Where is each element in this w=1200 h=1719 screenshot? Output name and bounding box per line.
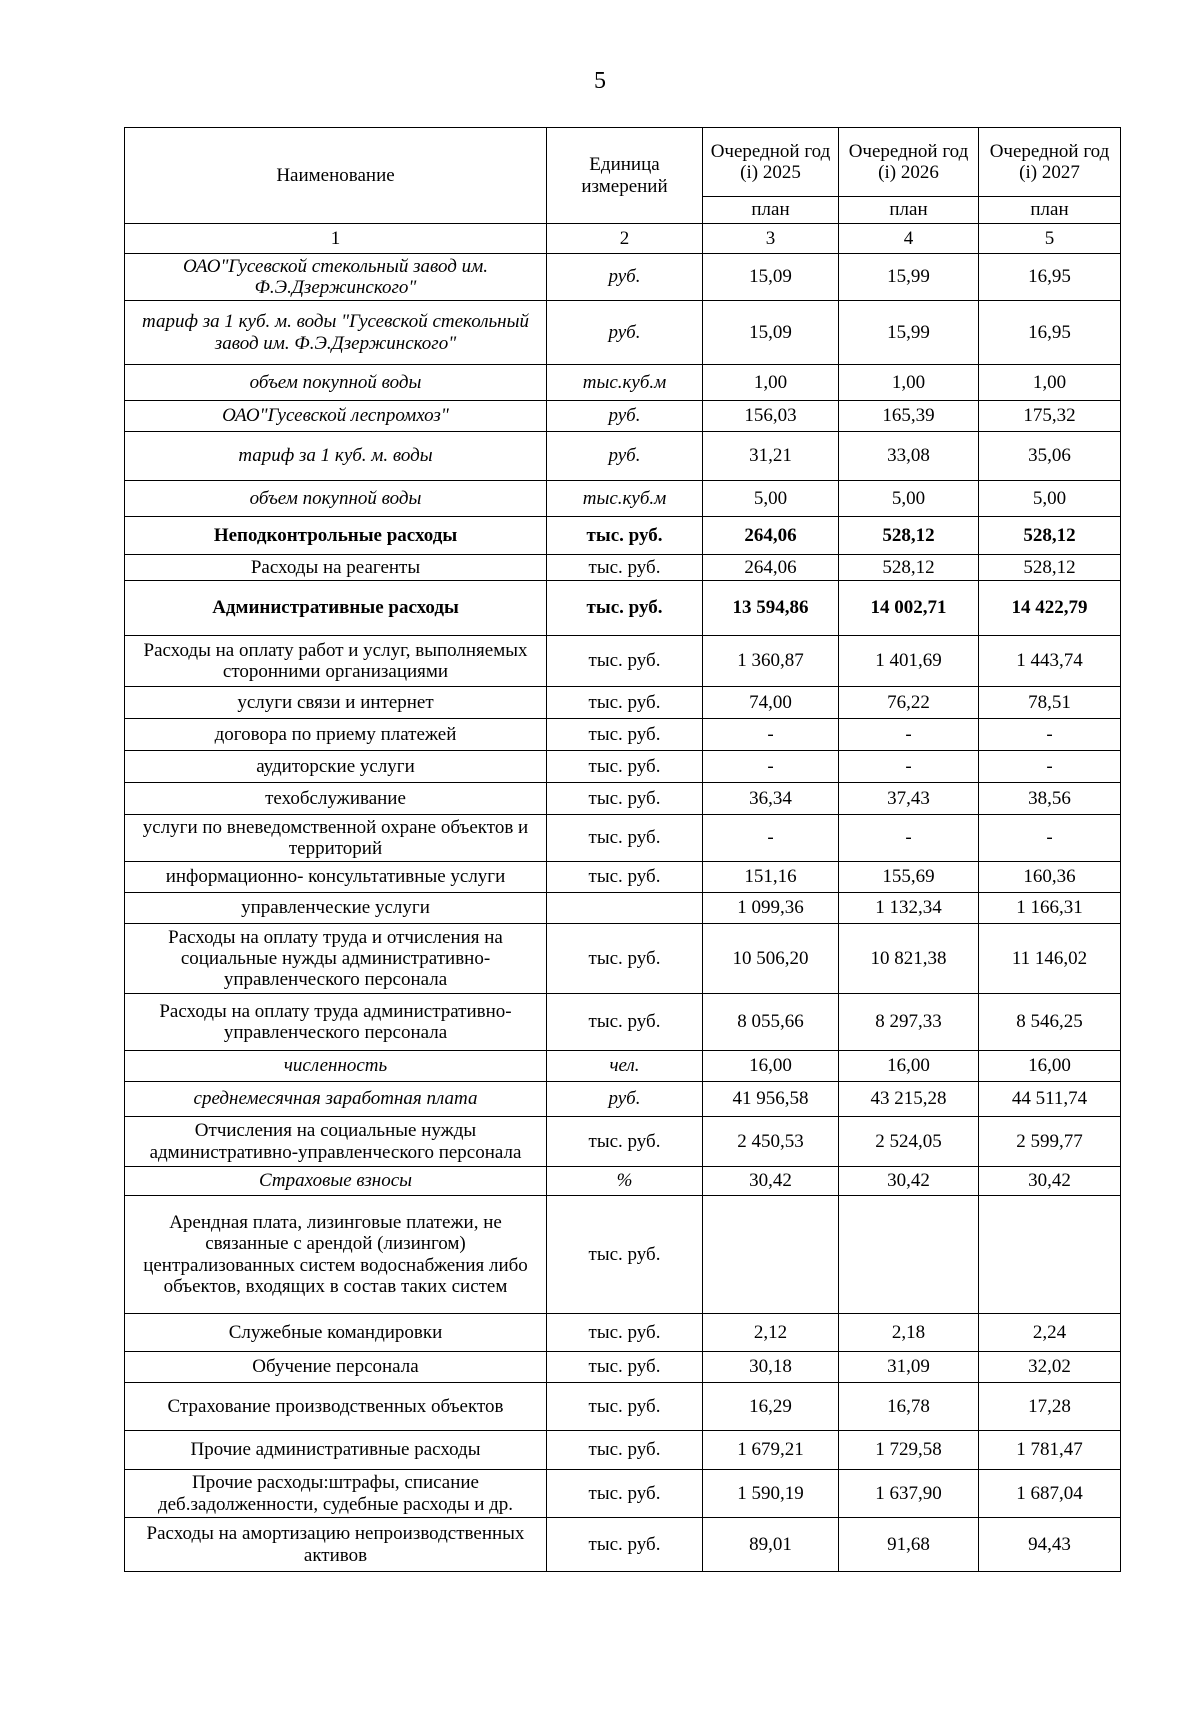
table-row <box>125 1314 1121 1352</box>
row-value-2027: 17,28 <box>979 1383 1121 1431</box>
row-value-2025: - <box>703 751 839 783</box>
row-unit: тыс. руб. <box>547 1470 703 1518</box>
row-value-2025: 1 360,87 <box>703 636 839 687</box>
row-value-2027: 1 166,31 <box>979 893 1121 924</box>
row-value-2025: 2 450,53 <box>703 1117 839 1167</box>
column-number: 1 <box>125 224 547 254</box>
row-value-2027: 1 781,47 <box>979 1431 1121 1470</box>
row-value-2025: 151,16 <box>703 862 839 893</box>
row-unit: руб. <box>547 401 703 432</box>
table-row <box>125 555 1121 581</box>
column-number: 3 <box>703 224 839 254</box>
table-row <box>125 581 1121 636</box>
row-value-2027: 14 422,79 <box>979 581 1121 636</box>
table-row <box>125 719 1121 751</box>
row-name: Отчисления на социальные нужды административно-управленческого персонала <box>125 1117 547 1167</box>
row-value-2026: 528,12 <box>839 555 979 581</box>
row-value-2025: 89,01 <box>703 1518 839 1572</box>
row-name: Прочие расходы:штрафы, списание деб.задолженности, судебные расходы и др. <box>125 1470 547 1518</box>
row-value-2025: 264,06 <box>703 555 839 581</box>
budget-table <box>124 127 1121 1572</box>
row-value-2026: 14 002,71 <box>839 581 979 636</box>
row-name: Неподконтрольные расходы <box>125 517 547 555</box>
header-plan: план <box>979 197 1121 224</box>
row-unit: руб. <box>547 301 703 365</box>
column-number: 2 <box>547 224 703 254</box>
row-name: объем покупной воды <box>125 481 547 517</box>
row-value-2027: 2 599,77 <box>979 1117 1121 1167</box>
row-value-2027: 1 687,04 <box>979 1470 1121 1518</box>
row-value-2027: 16,95 <box>979 301 1121 365</box>
row-value-2025: 156,03 <box>703 401 839 432</box>
row-value-2026: 165,39 <box>839 401 979 432</box>
column-number: 5 <box>979 224 1121 254</box>
row-unit: тыс. руб. <box>547 555 703 581</box>
row-unit: % <box>547 1167 703 1196</box>
row-unit: тыс. руб. <box>547 1383 703 1431</box>
row-name: Обучение персонала <box>125 1352 547 1383</box>
row-value-2026: 1 401,69 <box>839 636 979 687</box>
row-value-2026: 33,08 <box>839 432 979 481</box>
table-row <box>125 893 1121 924</box>
header-unit: Единица измерений <box>547 128 703 224</box>
table-row <box>125 1082 1121 1117</box>
table-row <box>125 1431 1121 1470</box>
row-value-2025 <box>703 1196 839 1314</box>
row-value-2027: 16,95 <box>979 254 1121 301</box>
row-value-2025: 10 506,20 <box>703 924 839 994</box>
row-value-2026 <box>839 1196 979 1314</box>
row-value-2025: 2,12 <box>703 1314 839 1352</box>
row-value-2025: 5,00 <box>703 481 839 517</box>
row-name: информационно- консультативные услуги <box>125 862 547 893</box>
table-row <box>125 862 1121 893</box>
table-row <box>125 301 1121 365</box>
row-name: управленческие услуги <box>125 893 547 924</box>
row-name: Расходы на оплату труда и отчисления на социальные нужды административно-управленческого персонала <box>125 924 547 994</box>
row-unit: тыс. руб. <box>547 636 703 687</box>
row-value-2025: 30,42 <box>703 1167 839 1196</box>
row-value-2027: 160,36 <box>979 862 1121 893</box>
table-row <box>125 815 1121 862</box>
row-value-2026: 155,69 <box>839 862 979 893</box>
table-row <box>125 517 1121 555</box>
row-value-2026: - <box>839 751 979 783</box>
row-name: аудиторские услуги <box>125 751 547 783</box>
table-row <box>125 636 1121 687</box>
table-row <box>125 401 1121 432</box>
row-name: объем покупной воды <box>125 365 547 401</box>
row-value-2027: 1,00 <box>979 365 1121 401</box>
row-name: Расходы на амортизацию непроизводственных активов <box>125 1518 547 1572</box>
row-value-2027: - <box>979 815 1121 862</box>
row-name: тариф за 1 куб. м. воды "Гусевской стекольный завод им. Ф.Э.Дзержинского" <box>125 301 547 365</box>
row-value-2026: - <box>839 815 979 862</box>
row-value-2026: 16,78 <box>839 1383 979 1431</box>
row-value-2026: 528,12 <box>839 517 979 555</box>
row-value-2025: 41 956,58 <box>703 1082 839 1117</box>
row-value-2026: 1 637,90 <box>839 1470 979 1518</box>
table-row <box>125 254 1121 301</box>
table-row <box>125 481 1121 517</box>
column-number: 4 <box>839 224 979 254</box>
row-name: услуги связи и интернет <box>125 687 547 719</box>
row-value-2026: 43 215,28 <box>839 1082 979 1117</box>
header-plan: план <box>839 197 979 224</box>
header-year-2027: Очередной год (i) 2027 <box>979 128 1121 197</box>
row-value-2025: 74,00 <box>703 687 839 719</box>
row-unit: руб. <box>547 254 703 301</box>
row-unit: тыс. руб. <box>547 1431 703 1470</box>
row-value-2027: 175,32 <box>979 401 1121 432</box>
table-row <box>125 432 1121 481</box>
row-value-2026: 8 297,33 <box>839 994 979 1051</box>
row-unit: тыс. руб. <box>547 815 703 862</box>
row-value-2027: 94,43 <box>979 1518 1121 1572</box>
row-value-2027: 38,56 <box>979 783 1121 815</box>
row-name: Расходы на оплату труда административно-управленческого персонала <box>125 994 547 1051</box>
row-value-2025: 1 590,19 <box>703 1470 839 1518</box>
row-value-2026: 15,99 <box>839 301 979 365</box>
row-value-2027: 8 546,25 <box>979 994 1121 1051</box>
row-value-2027: 16,00 <box>979 1051 1121 1082</box>
row-value-2027: 528,12 <box>979 517 1121 555</box>
row-unit: руб. <box>547 1082 703 1117</box>
row-name: тариф за 1 куб. м. воды <box>125 432 547 481</box>
row-unit: тыс. руб. <box>547 517 703 555</box>
table-row <box>125 994 1121 1051</box>
row-unit: тыс. руб. <box>547 994 703 1051</box>
row-unit: тыс. руб. <box>547 1117 703 1167</box>
row-unit: тыс. руб. <box>547 1518 703 1572</box>
row-unit: тыс.куб.м <box>547 481 703 517</box>
row-unit: тыс. руб. <box>547 783 703 815</box>
row-unit: тыс. руб. <box>547 1314 703 1352</box>
row-value-2025: 36,34 <box>703 783 839 815</box>
row-value-2025: 1,00 <box>703 365 839 401</box>
row-value-2027: 32,02 <box>979 1352 1121 1383</box>
row-name: услуги по вневедомственной охране объектов и территорий <box>125 815 547 862</box>
row-value-2026: - <box>839 719 979 751</box>
row-value-2027: 30,42 <box>979 1167 1121 1196</box>
row-value-2027: 5,00 <box>979 481 1121 517</box>
row-value-2027: 44 511,74 <box>979 1082 1121 1117</box>
row-value-2025: 8 055,66 <box>703 994 839 1051</box>
row-value-2026: 5,00 <box>839 481 979 517</box>
row-name: техобслуживание <box>125 783 547 815</box>
row-unit: тыс. руб. <box>547 687 703 719</box>
row-name: Расходы на оплату работ и услуг, выполняемых сторонними организациями <box>125 636 547 687</box>
row-name: Страхование производственных объектов <box>125 1383 547 1431</box>
header-year-2025: Очередной год (i) 2025 <box>703 128 839 197</box>
table-body <box>125 254 1121 1572</box>
table-row <box>125 365 1121 401</box>
row-name: Служебные командировки <box>125 1314 547 1352</box>
row-unit: тыс. руб. <box>547 862 703 893</box>
row-value-2027: 1 443,74 <box>979 636 1121 687</box>
row-name: Расходы на реагенты <box>125 555 547 581</box>
row-unit: чел. <box>547 1051 703 1082</box>
row-unit: тыс. руб. <box>547 1196 703 1314</box>
table-row <box>125 1051 1121 1082</box>
page-number: 5 <box>594 68 606 94</box>
table-row <box>125 1470 1121 1518</box>
table-row <box>125 924 1121 994</box>
row-value-2025: 264,06 <box>703 517 839 555</box>
row-value-2026: 15,99 <box>839 254 979 301</box>
row-value-2025: 30,18 <box>703 1352 839 1383</box>
row-value-2025: 13 594,86 <box>703 581 839 636</box>
row-value-2026: 37,43 <box>839 783 979 815</box>
row-unit: тыс. руб. <box>547 719 703 751</box>
row-unit: руб. <box>547 432 703 481</box>
row-value-2025: 15,09 <box>703 254 839 301</box>
row-name: Арендная плата, лизинговые платежи, не связанные с арендой (лизингом) централизованных систем водоснабжения либо объектов, входящих в состав таких систем <box>125 1196 547 1314</box>
row-unit <box>547 893 703 924</box>
row-value-2026: 10 821,38 <box>839 924 979 994</box>
row-value-2027: 35,06 <box>979 432 1121 481</box>
table-row <box>125 1167 1121 1196</box>
row-name: среднемесячная заработная плата <box>125 1082 547 1117</box>
table-row <box>125 1352 1121 1383</box>
row-name: договора по приему платежей <box>125 719 547 751</box>
row-value-2027: 78,51 <box>979 687 1121 719</box>
row-value-2027 <box>979 1196 1121 1314</box>
row-unit: тыс. руб. <box>547 581 703 636</box>
row-value-2026: 2,18 <box>839 1314 979 1352</box>
header-plan: план <box>703 197 839 224</box>
row-value-2026: 16,00 <box>839 1051 979 1082</box>
row-value-2027: - <box>979 719 1121 751</box>
row-unit: тыс. руб. <box>547 1352 703 1383</box>
table-row <box>125 751 1121 783</box>
row-value-2026: 2 524,05 <box>839 1117 979 1167</box>
row-name: ОАО"Гусевской леспромхоз" <box>125 401 547 432</box>
table-row <box>125 783 1121 815</box>
row-value-2026: 30,42 <box>839 1167 979 1196</box>
row-name: Прочие административные расходы <box>125 1431 547 1470</box>
row-value-2026: 1 729,58 <box>839 1431 979 1470</box>
row-value-2026: 76,22 <box>839 687 979 719</box>
row-value-2026: 1 132,34 <box>839 893 979 924</box>
row-unit: тыс. руб. <box>547 751 703 783</box>
row-value-2026: 91,68 <box>839 1518 979 1572</box>
table-row <box>125 1117 1121 1167</box>
header-name: Наименование <box>125 128 547 224</box>
row-value-2027: 2,24 <box>979 1314 1121 1352</box>
row-value-2026: 1,00 <box>839 365 979 401</box>
row-name: ОАО"Гусевской стекольный завод им. Ф.Э.Дзержинского" <box>125 254 547 301</box>
row-value-2026: 31,09 <box>839 1352 979 1383</box>
row-value-2025: 31,21 <box>703 432 839 481</box>
row-value-2027: - <box>979 751 1121 783</box>
row-value-2025: - <box>703 815 839 862</box>
row-value-2027: 11 146,02 <box>979 924 1121 994</box>
row-value-2025: 1 679,21 <box>703 1431 839 1470</box>
row-value-2025: 1 099,36 <box>703 893 839 924</box>
row-name: численность <box>125 1051 547 1082</box>
row-value-2025: 15,09 <box>703 301 839 365</box>
row-value-2027: 528,12 <box>979 555 1121 581</box>
row-unit: тыс. руб. <box>547 924 703 994</box>
row-value-2025: 16,00 <box>703 1051 839 1082</box>
table-row <box>125 687 1121 719</box>
row-name: Страховые взносы <box>125 1167 547 1196</box>
table-row <box>125 1383 1121 1431</box>
row-unit: тыс.куб.м <box>547 365 703 401</box>
row-value-2025: 16,29 <box>703 1383 839 1431</box>
row-value-2025: - <box>703 719 839 751</box>
table-row <box>125 1518 1121 1572</box>
table-row <box>125 1196 1121 1314</box>
row-name: Административные расходы <box>125 581 547 636</box>
header-year-2026: Очередной год (i) 2026 <box>839 128 979 197</box>
